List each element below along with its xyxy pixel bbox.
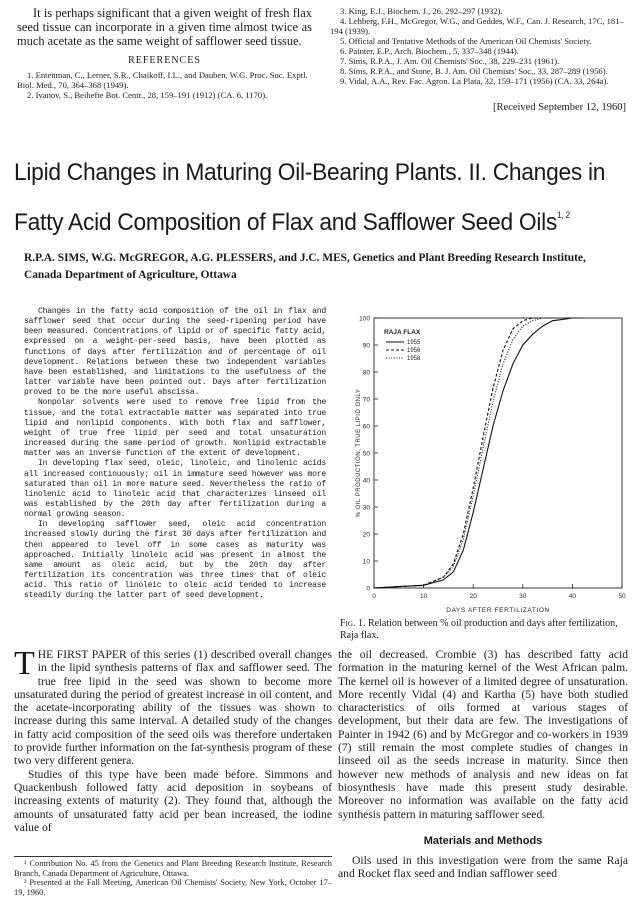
x-axis-label: DAYS AFTER FERTILIZATION — [446, 607, 550, 614]
references-heading: REFERENCES — [128, 55, 201, 66]
footnote: ² Presented at the Fall Meeting, American Oil Chemists' Society, New York, October 17–19, 1960. — [14, 878, 332, 897]
reference-item: 1. Entenman, C., Lerner, S.R., Chaikoff, I.L., and Dauben, W.G. Proc. Soc. Exptl. Biol. Med., 70, 364–368 (1949). — [17, 70, 308, 90]
footnote: ¹ Contribution No. 45 from the Genetics and Plant Breeding Research Institute, Research Branch, Canada Department of Agriculture, Ottawa. — [14, 859, 332, 878]
reference-item: 3. King, E.J., Biochem. J., 26, 292–297 (1932). — [340, 6, 503, 16]
drop-cap: T — [14, 645, 35, 682]
title-line-1: Lipid Changes in Maturing Oil-Bearing Plants. II. Changes in — [14, 159, 606, 186]
previous-article-end — [17, 6, 312, 100]
received-date: [Received September 12, 1960] — [493, 102, 626, 113]
reference-item: 8. Sims, R.P.A., and Stone, B. J. Am. Oil Chemists' Soc., 33, 287–289 (1956). — [340, 66, 608, 76]
body-column-right — [338, 648, 628, 881]
footnotes — [14, 856, 332, 897]
reference-item: 7. Sims, R.P.A., J. Am. Oil Chemists' Soc., 38, 229–231 (1961). — [340, 56, 560, 66]
lead-small-caps: HE FIRST PAPER — [37, 648, 127, 661]
legend-label-1955: 1955 — [407, 340, 421, 346]
y-tick-label: 80 — [362, 369, 370, 377]
references-continued — [330, 6, 626, 86]
legend-label-1956: 1956 — [407, 348, 421, 354]
section-heading-materials-methods: Materials and Methods — [423, 834, 543, 847]
abstract-paragraph: Nonpolar solvents were used to remove free lipid from the tissue, and the total extractable matter was separated into true lipid and nonlipid components. With both flax and safflower, weight of true free lipid per seed and total unsaturation increased during the same period of growth. Nonlipid extractable matter was an inverse function of the extent of development. — [24, 398, 326, 459]
previous-article-paragraph: It is perhaps significant that a given weight of fresh flax seed tissue can incorporate in a given time almost twice as much acetate as the same weight of safflower seed tissue. — [17, 6, 312, 48]
oil-production-chart — [340, 308, 630, 618]
y-tick-label: 0 — [366, 585, 370, 593]
y-tick-label: 50 — [362, 450, 370, 458]
y-tick-label: 40 — [362, 477, 370, 485]
x-tick-label: 20 — [469, 593, 477, 600]
y-tick-label: 20 — [362, 531, 370, 539]
abstract-paragraph: In developing flax seed, oleic, linoleic, and linolenic acids all increased continuously; oil in immature seed however was more saturated than oil in more mature seed. Nevertheless the ratio of linolenic acid to linoleic acid that characterizes linseed oil was established by the 20th day after fertilization during a normal growing season. — [24, 459, 326, 520]
x-tick-label: 0 — [372, 593, 376, 600]
figure-caption-text: Relation between % oil production and days after fertilization, Raja flax. — [340, 618, 618, 641]
series-line-1956 — [374, 318, 553, 588]
article-title — [14, 152, 628, 244]
reference-item: 4. Lehberg, F.H., McGregor, W.G., and Geddes, W.F., Can. J. Research, 17C, 181–194 (1939). — [330, 16, 624, 36]
body-paragraph: the oil decreased. Crombie (3) has described fatty acid formation in the maturing kernel of the West African palm. The kernel oil is however of a limited degree of unsaturation. More recently Vidal (4) and Kartha (5) have both studied characteristics of oils formed at various stages of development, but their data are few. The investigations of Painter in 1942 (6) and by McGregor and co-workers in 1939 (7) still remain the most complete studies of changes in linseed oil as the seeds increase in maturity. Since then however new methods of analysis and new ideas on fat biosynthesis have made this present study desirable. Moreover no information was available on the fatty acid synthesis pattern in maturing safflower seed. — [338, 648, 628, 821]
title-footnote-marks: 1, 2 — [557, 210, 570, 220]
intro-paragraph — [14, 645, 332, 768]
x-tick-label: 10 — [419, 593, 428, 600]
abstract-paragraph: In developing safflower seed, oleic acid concentration increased slowly during the first 30 days after fertilization and then appeared to level off in some cases as maturity was approached. Initially linoleic acid was present in almost the same amount as oleic acid, but by the 20th day after fertilization its concentration was three times that of oleic acid. This ratio of linoleic to oleic acid tended to increase steadily during the latter part of seed development. — [24, 520, 326, 601]
author-affiliation: Genetics and Plant Breeding Research Institute, Canada Department of Agriculture, Ottawa — [24, 252, 586, 281]
body-paragraph: Studies of this type have been made before. Simmons and Quackenbush followed fatty acid deposition in soybeans of increasing extents of maturity (2). They found that, although the amounts of unsaturated fatty acid per bean increased, the iodine value of — [14, 767, 332, 834]
y-tick-label: 100 — [359, 315, 370, 323]
reference-item: 6. Painter, E.P., Arch. Biochem., 5, 337–348 (1944). — [340, 46, 519, 56]
figure-1 — [340, 308, 630, 638]
x-tick-label: 50 — [618, 593, 626, 600]
x-tick-label: 40 — [568, 593, 577, 600]
y-tick-label: 10 — [362, 558, 370, 566]
y-tick-label: 30 — [362, 504, 370, 512]
y-axis-label: % OIL PRODUCTION, TRUE LIPID ONLY — [356, 388, 362, 518]
body-column-left — [14, 645, 332, 834]
series-line-1955 — [374, 318, 582, 588]
legend-label-1958: 1958 — [407, 356, 421, 362]
author-block — [24, 250, 624, 284]
author-names: R.P.A. SIMS, W.G. McGREGOR, A.G. PLESSERS, and J.C. MES, — [24, 252, 350, 264]
reference-item: 5. Official and Tentative Methods of the American Oil Chemists' Society. — [340, 36, 592, 46]
reference-item: 9. Vidal, A.A., Rev. Fac. Agron. La Plata, 32, 159–171 (1956) (CA. 33, 264a). — [340, 76, 609, 86]
abstract — [24, 307, 326, 602]
y-tick-label: 70 — [362, 396, 370, 404]
figure-caption-label: Fig. 1. — [340, 618, 366, 629]
y-tick-label: 90 — [362, 342, 370, 350]
title-line-2: Fatty Acid Composition of Flax and Safflower Seed Oils — [14, 209, 558, 236]
intro-paragraph-text: of this series (1) described overall changes in the lipid synthesis patterns of flax and safflower seed. The true free lipid in the seed was shown to become more unsaturated during the period of greatest increase in oil content, and the acetate-incorporating ability of the tissues was shown to increase during this same interval. A detailed study of the changes in fatty acid composition of the seed oils was therefore undertaken to provide further information on the fat-synthesis program of these two very different genera. — [14, 648, 332, 768]
y-tick-label: 60 — [362, 423, 370, 431]
figure-caption — [340, 618, 630, 642]
body-paragraph: Oils used in this investigation were from the same Raja and Rocket flax seed and Indian safflower seed — [338, 854, 628, 881]
reference-item: 2. Ivanov, S., Beihefte Bot. Centr., 28, 159–191 (1912) (CA. 6, 1170). — [27, 90, 268, 100]
x-tick-label: 30 — [519, 593, 527, 600]
legend-title: RAJA FLAX — [384, 329, 421, 336]
abstract-paragraph: Changes in the fatty acid composition of the oil in flax and safflower seed that occur during the seed-ripening period have been measured. Concentrations of lipid or of specific fatty acid, expressed on a weight-per-seed basis, have been plotted as functions of days after fertilization and of percentage of oil development. Relations between these two independent variables have been established, and limitations to the usefulness of the latter variable have been pointed out. Days after fertilization proved to be the more useful abscissa. — [24, 307, 326, 398]
